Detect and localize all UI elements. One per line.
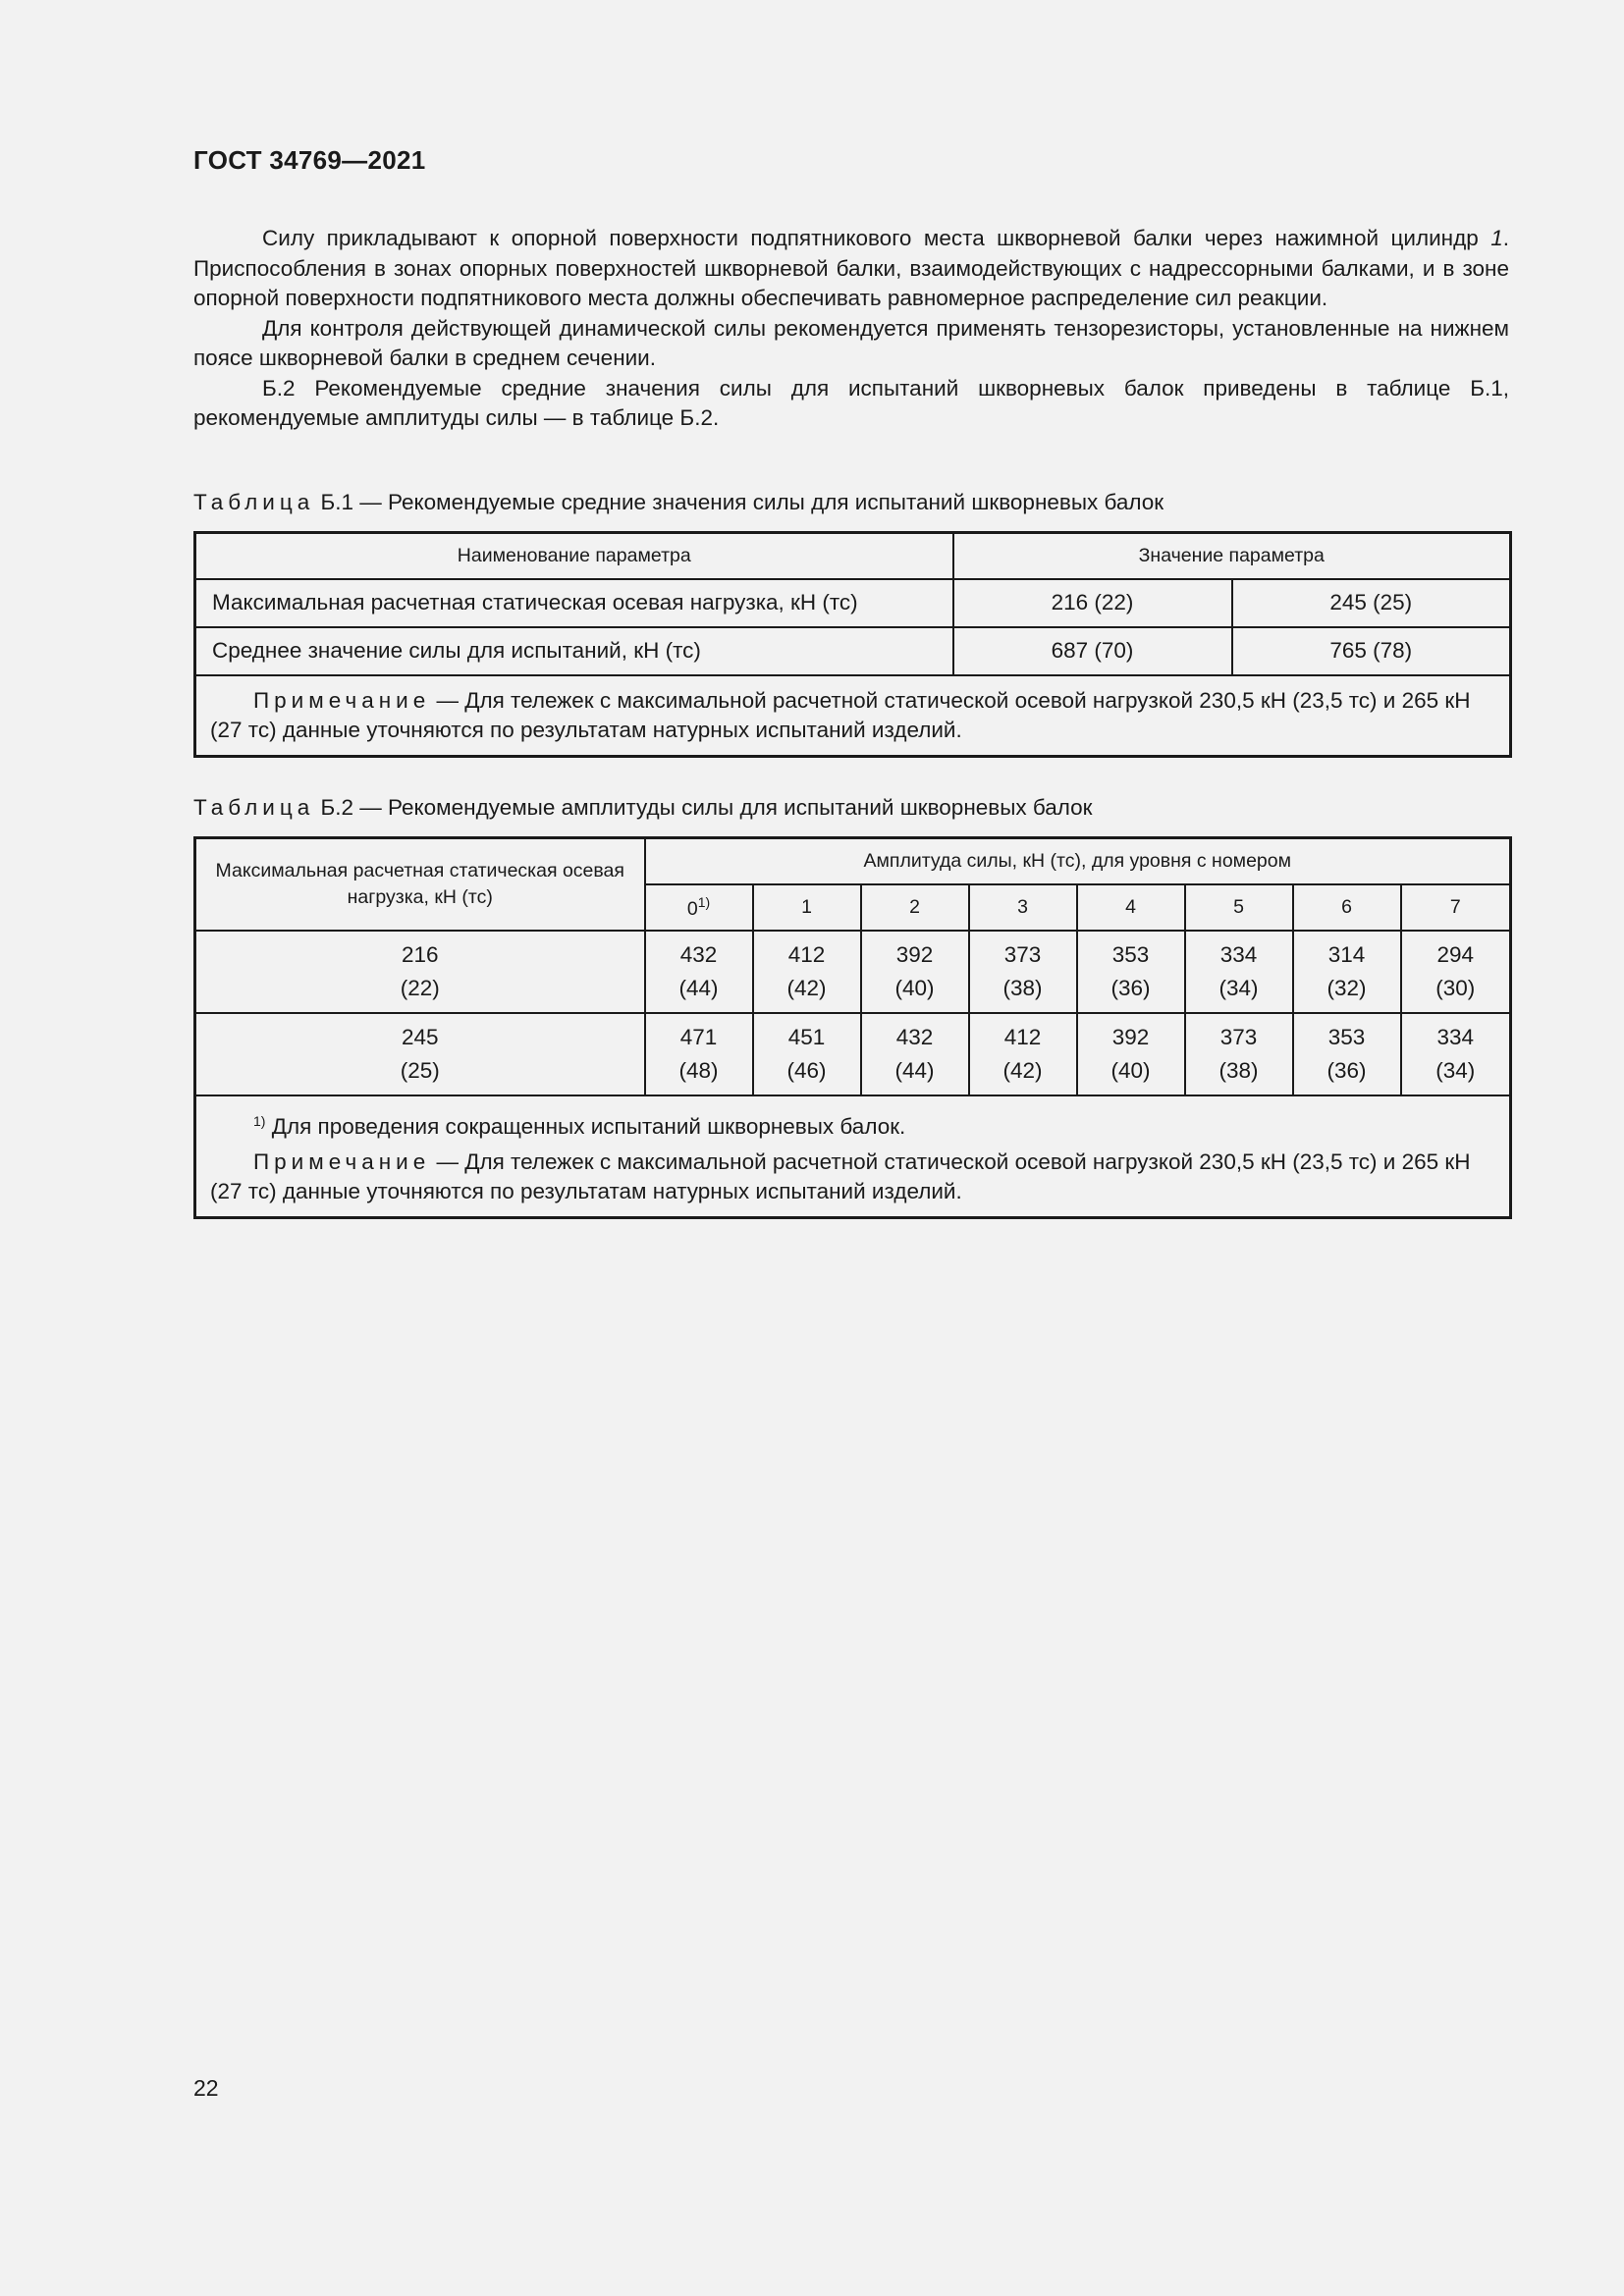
table-b2-header-amplitude: Амплитуда силы, кН (тс), для уровня с номером — [645, 838, 1511, 884]
level-0: 0$^{1)}$ — [645, 884, 753, 931]
table-b1-note-row — [195, 675, 1511, 757]
table-row: Максимальная расчетная статическая осевая нагрузка, кН (тс) 216 (22) 245 (25) — [195, 579, 1511, 627]
table-b2-caption: Таблица Б.2 — Рекомендуемые амплитуды силы для испытаний шкворневых балок — [193, 795, 1093, 820]
table-b1-header-value: Значение параметра — [953, 533, 1511, 579]
table-b2-header-load: Максимальная расчетная статическая осевая нагрузка, кН (тс) — [195, 838, 645, 931]
page-number: 22 — [193, 2075, 219, 2101]
level-7: 7 — [1401, 884, 1511, 931]
table-b2-note-text: Примечание — Для тележек с максимальной расчетной статической осевой нагрузкой 230,5 кН (23,5 тс) и 265 кН (27 тс) данные уточняются по результатам натурных испытаний изделий. — [210, 1148, 1471, 1203]
table-row: Среднее значение силы для испытаний, кН (тс) 687 (70) 765 (78) — [195, 627, 1511, 675]
paragraph-strain-gauges: Для контроля действующей динамической силы рекомендуется применять тензорезисторы, установленные на нижнем поясе шкворневой балки в среднем сечении. — [193, 315, 1509, 370]
table-b1 — [193, 531, 1512, 758]
table-b1-header-parameter: Наименование параметра — [195, 533, 953, 579]
level-4: 4 — [1077, 884, 1185, 931]
body-text — [193, 224, 1509, 434]
level-5: 5 — [1185, 884, 1293, 931]
table-b1-note: Примечание — Для тележек с максимальной расчетной статической осевой нагрузкой 230,5 кН (23,5 тс) и 265 кН (27 тс) данные уточняются по результатам натурных испытаний изделий. — [195, 675, 1511, 757]
level-3: 3 — [969, 884, 1077, 931]
table-row: 245 (25) 471 (48) 451 (46) 432 (44) 412 (42) 392 (40) 373 (38) 353 (36) 334 (34) — [195, 1013, 1511, 1095]
table-b2-note-row — [195, 1095, 1511, 1218]
table-row: 216 (22) 432 (44) 412 (42) 392 (40) 373 (38) 353 (36) 334 (34) 314 (32) 294 (30) — [195, 931, 1511, 1013]
table-b2-note — [195, 1095, 1511, 1218]
paragraph-b2: Б.2 Рекомендуемые средние значения силы для испытаний шкворневых балок приведены в таблице Б.1, рекомендуемые амплитуды силы — в таблице Б.2. — [193, 375, 1509, 430]
table-b1-caption: Таблица Б.1 — Рекомендуемые средние значения силы для испытаний шкворневых балок — [193, 490, 1164, 514]
level-2: 2 — [861, 884, 969, 931]
level-6: 6 — [1293, 884, 1401, 931]
table-b2-footnote: $^{1)}$ Для проведения сокращенных испытаний шкворневых балок. — [253, 1112, 906, 1139]
document-header: ГОСТ 34769—2021 — [193, 145, 426, 175]
paragraph-force-application: Силу прикладывают к опорной поверхности подпятникового места шкворневой балки через нажимной цилиндр 1. Приспособления в зонах опорных поверхностей шкворневой балки, взаимодействующих с надрессорными балками, и в зоне опорной поверхности подпятникового места должны обеспечивать равномерное распределение сил реакции. — [193, 226, 1509, 310]
table-b2 — [193, 836, 1512, 1219]
level-1: 1 — [753, 884, 861, 931]
